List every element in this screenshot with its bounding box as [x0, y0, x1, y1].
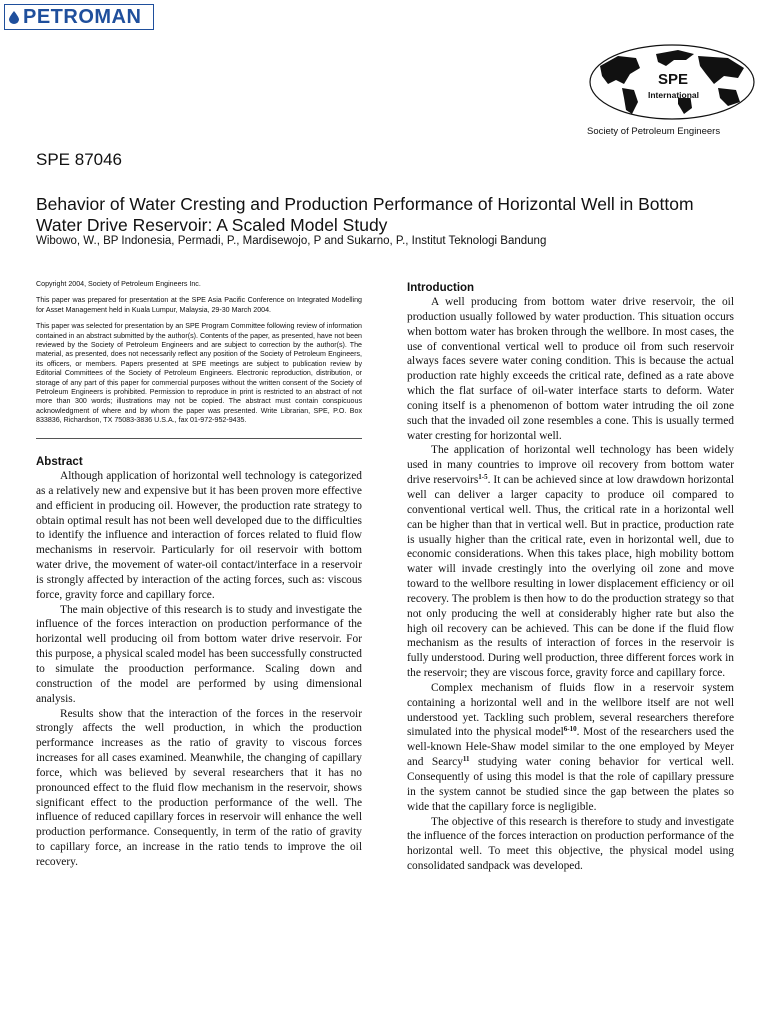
presentation-notice: This paper was prepared for presentation at the SPE Asia Pacific Conference on Integrated Modelling for Asset Management held in Kuala Lumpur, Malaysia, 29-30 March 2004.	[36, 296, 362, 314]
abstract-paragraph: The main objective of this research is to study and investigate the influence of the forces interaction on production performance of the horizontal well producing oil from bottom water drive reservoir. For this purpose, a physical scaled model has been successfully constructed to simulate the prooduction performance. Scaling down and construction of the model are performed by using dimensional analysis.	[36, 603, 362, 705]
text-run: Complex mechanism of fluids flow in a reservoir system containing a horizontal well and in the wellbore itself are not well understood yet. Tackling such problem, several researchers therefore simulated into the physical model	[407, 681, 734, 739]
oil-drop-icon	[9, 11, 19, 24]
introduction-paragraph: A well producing from bottom water drive reservoir, the oil production usually followed by water production. This situation occurs when bottom water has broken through the wellbore. In most cases, the use of conventional vertical well to produce oil from such reservoir always faces severe water coning condition. This is because the actual production rate highly exceeds the critical rate, defined as a rate above which the flat surface of oil-water interface starts to deform. Water coning itself is a phenomenon of bottom water intruding the oil zone such that the invaded oil zone resembles a cone. This is usually termed water cresting for horizontal well.	[407, 296, 734, 442]
abstract-heading: Abstract	[36, 456, 83, 468]
spe-international: International	[648, 90, 700, 100]
abstract-section	[36, 455, 362, 870]
reference-marker: 11	[462, 755, 470, 764]
paper-number: SPE 87046	[36, 150, 123, 169]
petroman-wordmark: PETROMAN	[23, 6, 142, 28]
introduction-paragraph	[407, 681, 734, 815]
introduction-paragraph	[407, 443, 734, 681]
reference-marker: 6-10	[563, 725, 577, 734]
paper-title: Behavior of Water Cresting and Production Performance of Horizontal Well in Bottom Water Drive Reservoir: A Scaled Model Study	[36, 194, 694, 235]
introduction-heading: Introduction	[407, 282, 475, 294]
spe-acronym: SPE	[658, 71, 689, 88]
text-run: studying water coning behavior for vertical well. Consequently of using this model is that the role of capillary pressure in the system cannot be studied since the gap between the plates so wide that the capillary force is negligible.	[407, 756, 734, 813]
spe-society-name: Society of Petroleum Engineers	[587, 126, 721, 137]
review-notice: This paper was selected for presentation by an SPE Program Committee following review of information contained in an abstract submitted by the author(s). Contents of the paper, as presented, have not been reviewed by the Society of Petroleum Engineers and are subject to correction by the author(s). The material, as presented, does not necessarily reflect any position of the Society of Petroleum Engineers, its officers, or members. Papers presented at SPE meetings are subject to publication review by Editorial Committees of the Society of Petroleum Engineers. Electronic reproduction, distribution, or storage of any part of this paper for commercial purposes without the written consent of the Society of Petroleum Engineers is prohibited. Permission to reproduce in print is restricted to an abstract of not more than 300 words; illustrations may not be copied. The abstract must contain conspicuous acknowledgment of where and by whom the paper was presented. Write Librarian, SPE, P.O. Box 833836, Richardson, TX 75083-3836 U.S.A., fax 01-972-952-9435.	[36, 322, 362, 425]
authors: Wibowo, W., BP Indonesia, Permadi, P., Mardisewojo, P and Sukarno, P., Institut Teknologi Bandung	[36, 235, 547, 247]
introduction-section	[407, 281, 734, 874]
spe-logo	[578, 44, 762, 140]
petroman-logo	[4, 4, 154, 30]
text-run: . It can be achieved since at low drawdown horizontal well can deliver a larger capacity to produce oil compared to conventional vertical well. Thus, the critical rate in a horizontal well can be higher than that in vertical well. But in practice, production rate is usually higher than the critical rate, even in horizontal well, due to economic considerations. When this takes place, high mobility bottom water will invade crestingly into the overlying oil zone and move toward to the wellbore resulting in lower displacement efficiency or oil recovery. The problem is then how to do the production strategy so that not only producing the well at considerably higher rate but also the high oil recovery can be achieved. This can be done if the fluid flow mechanism as the results of interaction of forces in the reservoir is fully understood. During well production, three different forces work in the reservoir; they are viscous force, gravity force and capillary force.	[407, 474, 734, 680]
abstract-paragraph: Results show that the interaction of the forces in the reservoir strongly affects the well production, in which the production performance increases as the ratio of gravity to viscous forces increases for all cases examined. Meanwhile, the changing of capillary force, which was believed by several researchers that it has no pronounced effect to the fluid flow mechanism in the reservoir, shows significant effect to the production performance of the well. The influence of reduced capillary forces in reservoir will enhance the well production performance. Consequently, in term of the ratio of gravity to capillary force, an increase in the ratio tends to improve the oil recovery.	[36, 707, 362, 868]
introduction-paragraph: The objective of this research is therefore to study and investigate the influence of the forces interaction on production performance of the horizontal well. To meet this objective, the physical model using consolidated sandpack was developed.	[407, 815, 734, 873]
reference-marker: 1-5	[478, 473, 488, 482]
text-run: The application of horizontal well technology has been widely used in many countries to improve oil recovery from bottom water drive reservoirs	[407, 444, 734, 487]
abstract-paragraph: Although application of horizontal well technology is categorized as a relatively new and expensive but it has been proven more effective and efficient in producing oil. However, the production rate strategy to obtain optimal result has not been well developed due to the difficulties to identify the influence and interaction of forces related to fluid flow mechanisms in reservoir. Particularly for oil reservoir with bottom water drive, the movement of water-oil contact/interface in a reservoir is strongly affected by interaction of the acting forces, such as: viscous force, gravity force and capillary force.	[36, 470, 362, 601]
text-run: . Most of the researchers used the well-known Hele-Shaw model similar to the one employed by Meyer and Searcy	[407, 726, 734, 769]
copyright-line: Copyright 2004, Society of Petroleum Engineers Inc.	[36, 280, 201, 288]
divider	[36, 438, 362, 439]
copyright-notice	[36, 280, 362, 433]
